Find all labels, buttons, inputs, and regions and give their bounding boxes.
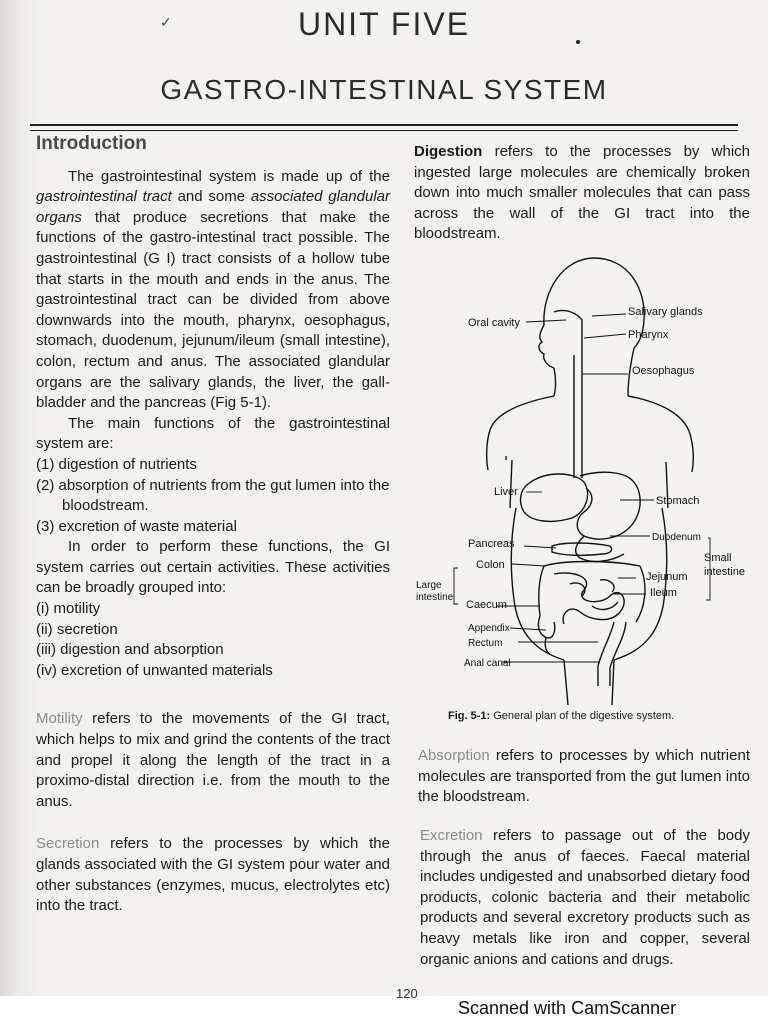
- figure-number: Fig. 5-1:: [448, 710, 491, 722]
- figure-caption-text: General plan of the digestive system.: [493, 710, 675, 722]
- label-oral-cavity: Oral cavity: [468, 317, 520, 329]
- label-oesophagus: Oesophagus: [632, 365, 695, 377]
- figure-caption: [448, 710, 748, 722]
- label-pancreas: Pancreas: [468, 538, 515, 550]
- list-item: (3) excretion of waste material: [36, 517, 237, 535]
- intro-paragraph: [36, 167, 390, 414]
- label-colon: Colon: [476, 559, 505, 571]
- label-large-intestine-1: Large: [416, 580, 442, 591]
- list-item: (2) absorption of nutrients from the gut lumen into the bloodstream.: [36, 476, 390, 515]
- secretion-paragraph: [36, 834, 390, 916]
- title-rule-thick: [30, 124, 738, 126]
- list-item: (i) motility: [36, 600, 101, 618]
- left-column: [36, 134, 390, 917]
- absorption-text: refers to processes by which nutrient molecules are transported from the gut lumen into the bloodstream.: [418, 747, 750, 806]
- functions-list: [36, 455, 390, 537]
- scanner-watermark: Scanned with CamScanner: [458, 998, 677, 1018]
- page-number: 120: [396, 986, 418, 1001]
- list-item: (ii) secretion: [36, 620, 118, 638]
- excretion-term: Excretion: [420, 827, 483, 844]
- label-ileum: Ileum: [650, 587, 677, 599]
- label-small-intestine-2: intestine: [704, 566, 745, 578]
- digestive-system-figure: [414, 250, 754, 705]
- absorption-paragraph: [418, 746, 750, 808]
- absorption-block: [418, 746, 750, 808]
- excretion-paragraph: [420, 826, 750, 970]
- label-large-intestine-2: intestine: [416, 592, 454, 603]
- intro-term-gi-tract: gastrointestinal tract: [36, 188, 172, 206]
- section-heading-introduction: Introduction: [36, 133, 147, 154]
- list-item: (iii) digestion and absorption: [36, 641, 224, 659]
- intro-term-glandular-organs: associated glandular organs: [36, 188, 390, 226]
- spacer: [36, 812, 390, 834]
- label-liver: Liver: [494, 486, 518, 498]
- spacer: [36, 681, 390, 709]
- functions-intro: The main functions of the gastrointestinal system are:: [36, 414, 390, 453]
- digestion-term: Digestion: [414, 143, 483, 160]
- label-stomach: Stomach: [656, 495, 700, 507]
- unit-title: UNIT FIVE: [297, 6, 471, 42]
- motility-paragraph: [36, 709, 390, 812]
- digestive-system-diagram: [414, 250, 754, 705]
- secretion-text: refers to the processes by which the glands associated with the GI system pour water and other substances (enzymes, mucus, electrolytes etc) into the tract.: [36, 835, 390, 915]
- digestion-text: refers to the processes by which ingested large molecules are chemically broken down into much smaller molecules that can pass across the wall of the GI tract into the bloodstream.: [414, 143, 750, 243]
- list-item: (iv) excretion of unwanted materials: [36, 661, 273, 679]
- label-rectum: Rectum: [468, 638, 503, 649]
- list-item: (1) digestion of nutrients: [36, 455, 197, 473]
- motility-text: refers to the movements of the GI tract, which helps to mix and grind the contents of the tract and propel it along the length of the tract in a proximo-distal direction i.e. from the mouth to the anus.: [36, 710, 390, 810]
- label-salivary-glands: Salivary glands: [628, 306, 703, 318]
- digestion-paragraph: [414, 142, 750, 245]
- label-anal-canal: Anal canal: [464, 658, 511, 669]
- excretion-block: [420, 826, 750, 970]
- secretion-term: Secretion: [36, 835, 100, 853]
- intro-text-2: and some: [171, 188, 251, 206]
- absorption-term: Absorption: [418, 747, 490, 764]
- title-rule-thin: [30, 130, 738, 131]
- motility-term: Motility: [36, 710, 83, 728]
- label-jejunum: Jejunum: [646, 571, 688, 583]
- scan-mark: ✓: [160, 14, 172, 30]
- digestion-block: [414, 142, 750, 245]
- intro-text-3: that produce secretions that make the functions of the gastro-intestinal tract possible. The gastrointestinal (G I) tract consists of a hollow tube that starts in the mouth and ends in the anus. The gastrointestinal tract can be divided from above downwards into the mouth, pharynx, oesophagus, stomach, duodenum, jejunum/ileum (small intestine), colon, rectum and anus. The associated glandular organs are the salivary glands, the liver, the gall-bladder and the pancreas (Fig 5-1).: [36, 208, 390, 412]
- activities-intro: In order to perform these functions, the GI system carries out certain activities. These activities can be broadly grouped into:: [36, 538, 390, 597]
- intro-text-1: The gastrointestinal system is made up of the: [68, 167, 390, 185]
- label-pharynx: Pharynx: [628, 329, 669, 341]
- label-caecum: Caecum: [466, 599, 507, 611]
- chapter-title: GASTRO-INTESTINAL SYSTEM: [160, 74, 608, 105]
- label-duodenum: Duodenum: [652, 532, 701, 543]
- label-appendix: Appendix: [468, 623, 510, 634]
- excretion-text: refers to passage out of the body through the anus of faeces. Faecal material includes undigested and unabsorbed dietary food products, colonic bacteria and their metabolic products and several excretory products such as heavy metals like iron and copper, several organic anions and cations and drugs.: [420, 827, 750, 968]
- label-small-intestine-1: Small: [704, 552, 732, 564]
- activities-list: [36, 599, 390, 681]
